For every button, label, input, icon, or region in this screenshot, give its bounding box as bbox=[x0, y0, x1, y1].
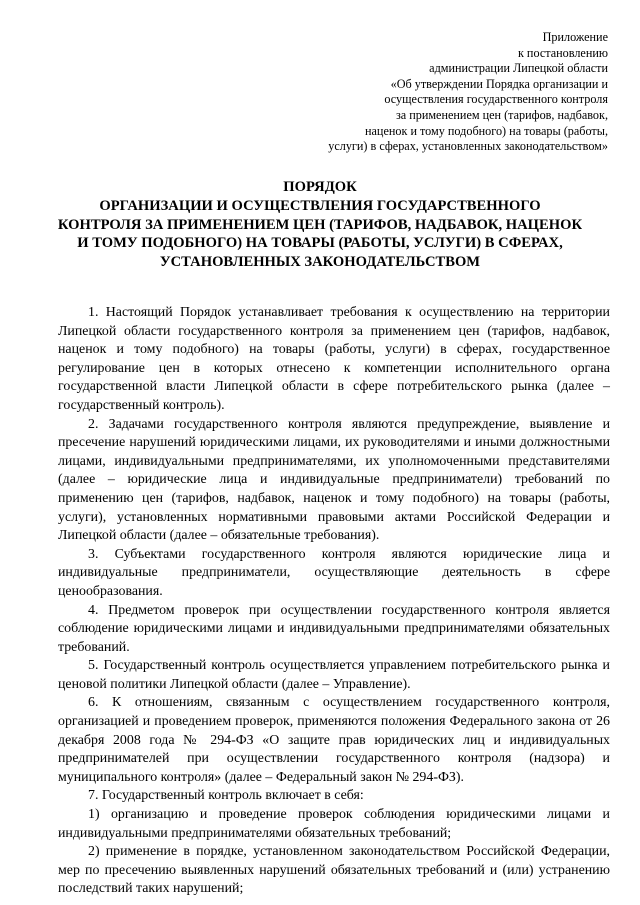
appendix-line: за применением цен (тарифов, надбавок, bbox=[395, 107, 608, 122]
appendix-line: «Об утверждении Порядка организации и bbox=[390, 76, 608, 91]
title-line: КОНТРОЛЯ ЗА ПРИМЕНЕНИЕМ ЦЕН (ТАРИФОВ, НАДБАВОК, НАЦЕНОК bbox=[57, 216, 583, 233]
paragraph-3: 3. Субъектами государственного контроля являются юридические лица и индивидуальные предприниматели, осуществляющие деятельность в сфере ценообразования. bbox=[58, 546, 610, 599]
paragraph-7-item-1: 1) организацию и проведение проверок соблюдения юридическими лицами и индивидуальными предпринимателями обязательных требований; bbox=[58, 807, 610, 841]
title-line: ОРГАНИЗАЦИИ И ОСУЩЕСТВЛЕНИЯ ГОСУДАРСТВЕННОГО bbox=[99, 197, 541, 214]
title-line: И ТОМУ ПОДОБНОГО) НА ТОВАРЫ (РАБОТЫ, УСЛУГИ) В СФЕРАХ, bbox=[77, 235, 563, 252]
appendix-header bbox=[308, 30, 608, 155]
paragraph-4: 4. Предметом проверок при осуществлении государственного контроля является соблюдение юридическими лицами и индивидуальными предпринимателями обязательных требований. bbox=[58, 602, 610, 655]
paragraph-5: 5. Государственный контроль осуществляется управлением потребительского рынка и ценовой политики Липецкой области (далее – Управление). bbox=[58, 658, 610, 692]
paragraph-6: 6. К отношениям, связанным с осуществлением государственного контроля, организацией и проведением проверок, применяются положения Федерального закона от 26 декабря 2008 года № 294-ФЗ «О защите прав юридических лиц и индивидуальных предпринимателей при осуществлении государственного контроля (надзора) и муниципального контроля» (далее – Федеральный закон № 294-ФЗ). bbox=[58, 695, 610, 785]
paragraph-1: 1. Настоящий Порядок устанавливает требования к осуществлению на территории Липецкой области государственного контроля за применением цен (тарифов, надбавок, наценок и тому подобного) на товары (работы, услуги) в сферах, государственное регулирование цен в которых отнесено к компетенции исполнительного органа государственной власти Липецкой области в сфере потребительского рынка (далее – государственный контроль). bbox=[58, 305, 610, 413]
appendix-line: осуществления государственного контроля bbox=[384, 92, 608, 107]
appendix-line: администрации Липецкой области bbox=[429, 61, 608, 76]
appendix-line: к постановлению bbox=[517, 45, 608, 60]
appendix-line: наценок и тому подобного) на товары (работы, bbox=[365, 123, 608, 138]
appendix-line: услуги) в сферах, установленных законодательством» bbox=[328, 139, 608, 154]
document-title bbox=[40, 178, 600, 272]
document-body bbox=[58, 304, 610, 899]
paragraph-7: 7. Государственный контроль включает в себя: bbox=[88, 788, 364, 804]
title-line: ПОРЯДОК bbox=[283, 179, 357, 195]
paragraph-2: 2. Задачами государственного контроля являются предупреждение, выявление и пресечение нарушений юридическими лицами, их руководителями и иными должностными лицами, индивидуальными предпринимателями, их уполномоченными представителями (далее – юридические лица и индивидуальные предприниматели) требований по применению цен (тарифов, надбавок, наценок и тому подобного) на товары (работы, услуги), установленных нормативными правовыми актами Российской Федерации и Липецкой области (далее – обязательные требования). bbox=[58, 416, 610, 544]
appendix-line: Приложение bbox=[542, 30, 608, 44]
title-line: УСТАНОВЛЕННЫХ ЗАКОНОДАТЕЛЬСТВОМ bbox=[159, 254, 481, 271]
paragraph-7-item-2: 2) применение в порядке, установленном законодательством Российской Федерации, мер по пресечению выявленных нарушений обязательных требований и (или) устранению последствий таких нарушений; bbox=[58, 844, 610, 897]
